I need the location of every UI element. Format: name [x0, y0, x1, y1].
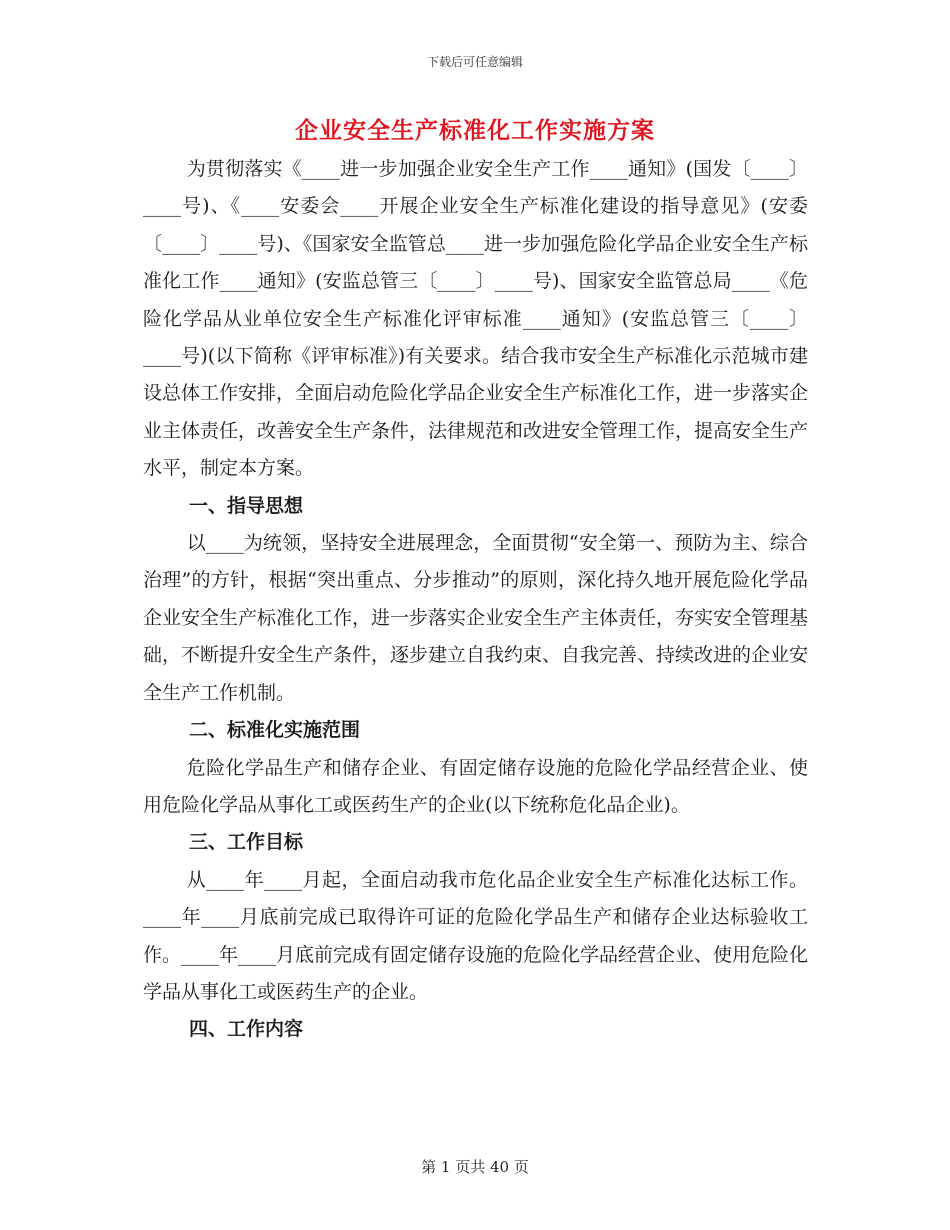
- header-note: 下载后可任意编辑: [426, 55, 523, 69]
- document-body: [143, 151, 808, 1049]
- section-heading-guiding-ideology: 一、指导思想: [189, 494, 304, 517]
- section-text-goals: 从____年____月起，全面启动我市危化品企业安全生产标准化达标工作。____年____月底前完成已取得许可证的危险化学品生产和储存企业达标验收工作。____年____月底前完成有固定储存设施的危险化学品经营企业、使用危险化学品从事化工或医药生产的企业。: [143, 868, 809, 1003]
- section-text-guiding-ideology: 以____为统领，坚持安全进展理念，全面贯彻“安全第一、预防为主、综合治理”的方针，根据“突出重点、分步推动”的原则，深化持久地开展危险化学品企业安全生产标准化工作，进一步落实企业安全生产主体责任，夯实安全管理基础，不断提升安全生产条件，逐步建立自我约束、自我完善、持续改进的企业安全生产工作机制。: [143, 532, 809, 704]
- intro-paragraph: 为贯彻落实《____进一步加强企业安全生产工作____通知》(国发〔____〕____号)、《____安委会____开展企业安全生产标准化建设的指导意见》(安委〔____〕____号)、《国家安全监管总____进一步加强危险化学品企业安全生产标准化工作____通知》(安监总管三〔____〕____号)、国家安全监管总局____《危险化学品从业单位安全生产标准化评审标准____通知》(安监总管三〔____〕____号)(以下简称《评审标准》)有关要求。结合我市安全生产标准化示范城市建设总体工作安排，全面启动危险化学品企业安全生产标准化工作，进一步落实企业主体责任，改善安全生产条件，法律规范和改进安全管理工作，提高安全生产水平，制定本方案。: [143, 158, 809, 480]
- document-title: 企业安全生产标准化工作实施方案: [295, 117, 655, 144]
- section-heading-goals: 三、工作目标: [189, 831, 304, 854]
- section-text-scope: 危险化学品生产和储存企业、有固定储存设施的危险化学品经营企业、使用危险化学品从事化工或医药生产的企业(以下统称危化品企业)。: [143, 756, 808, 816]
- section-heading-work-content: 四、工作内容: [189, 1018, 304, 1041]
- section-heading-scope: 二、标准化实施范围: [189, 719, 361, 742]
- page-footer: 第 1 页共 40 页: [421, 1158, 529, 1176]
